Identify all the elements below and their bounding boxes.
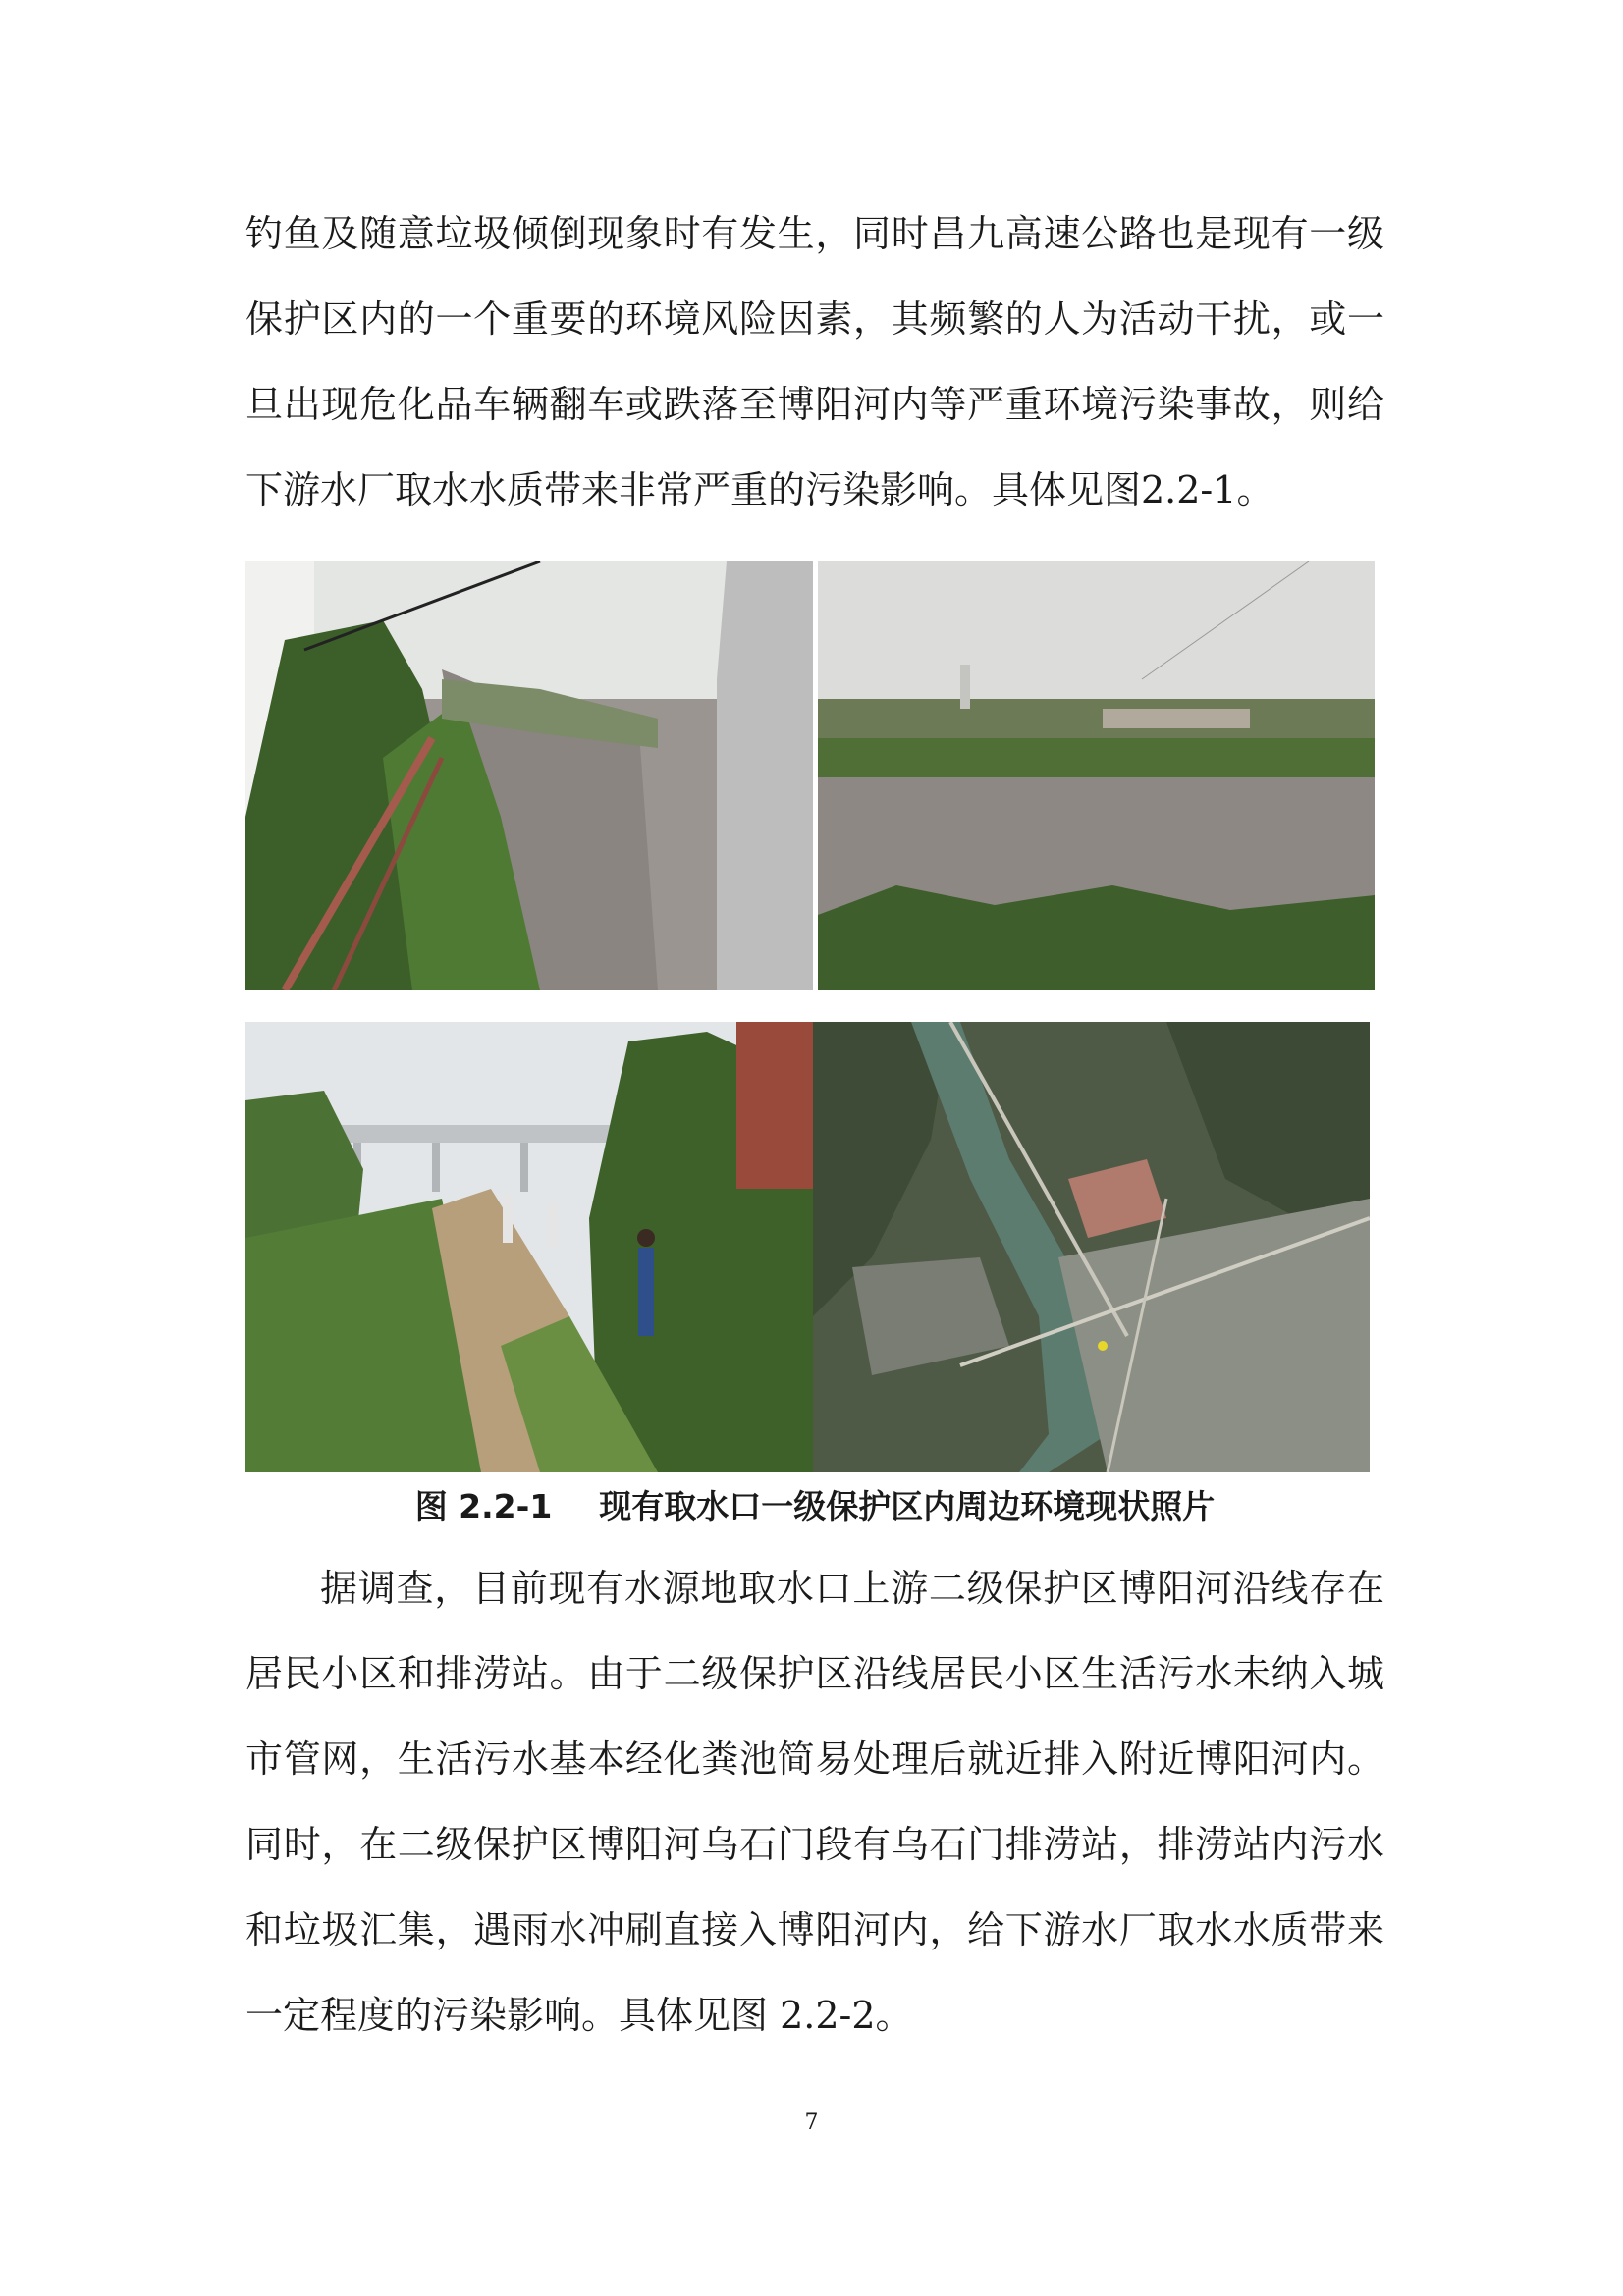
paragraph-investigation: 据调查，目前现有水源地取水口上游二级保护区博阳河沿线存在居民小区和排涝站。由于二级保护区沿线居民小区生活污水未纳入城市管网，生活污水基本经化粪池简易处理后就近排入附近博阳河内。同时，在二级保护区博阳河乌石门段有乌石门排涝站，排涝站内污水和垃圾汇集，遇雨水冲刷直接入博阳河内，给下游水厂取水水质带来一定程度的污染影响。具体见图 2.2-2。 bbox=[245, 1567, 1384, 2037]
paragraph-continued: 钓鱼及随意垃圾倾倒现象时有发生，同时昌九高速公路也是现有一级保护区内的一个重要的环境风险因素，其频繁的人为活动干扰，或一旦出现危化品车辆翻车或跌落至博阳河内等严重环境污染事故，则给下游水厂取水水质带来非常严重的污染影响。具体见图2.2-1。 bbox=[245, 212, 1384, 511]
figure-number: 图 2.2-1 bbox=[414, 1487, 553, 1525]
page-number: 7 bbox=[804, 2110, 819, 2135]
photo-river-shoreline bbox=[818, 561, 1375, 990]
photo-riverbank-railing bbox=[245, 561, 813, 990]
photo-path-with-people bbox=[245, 1022, 813, 1472]
figure-caption bbox=[245, 1482, 1384, 1531]
photo-satellite-map bbox=[813, 1022, 1370, 1472]
figure-title: 现有取水口一级保护区内周边环境现状照片 bbox=[599, 1487, 1216, 1525]
